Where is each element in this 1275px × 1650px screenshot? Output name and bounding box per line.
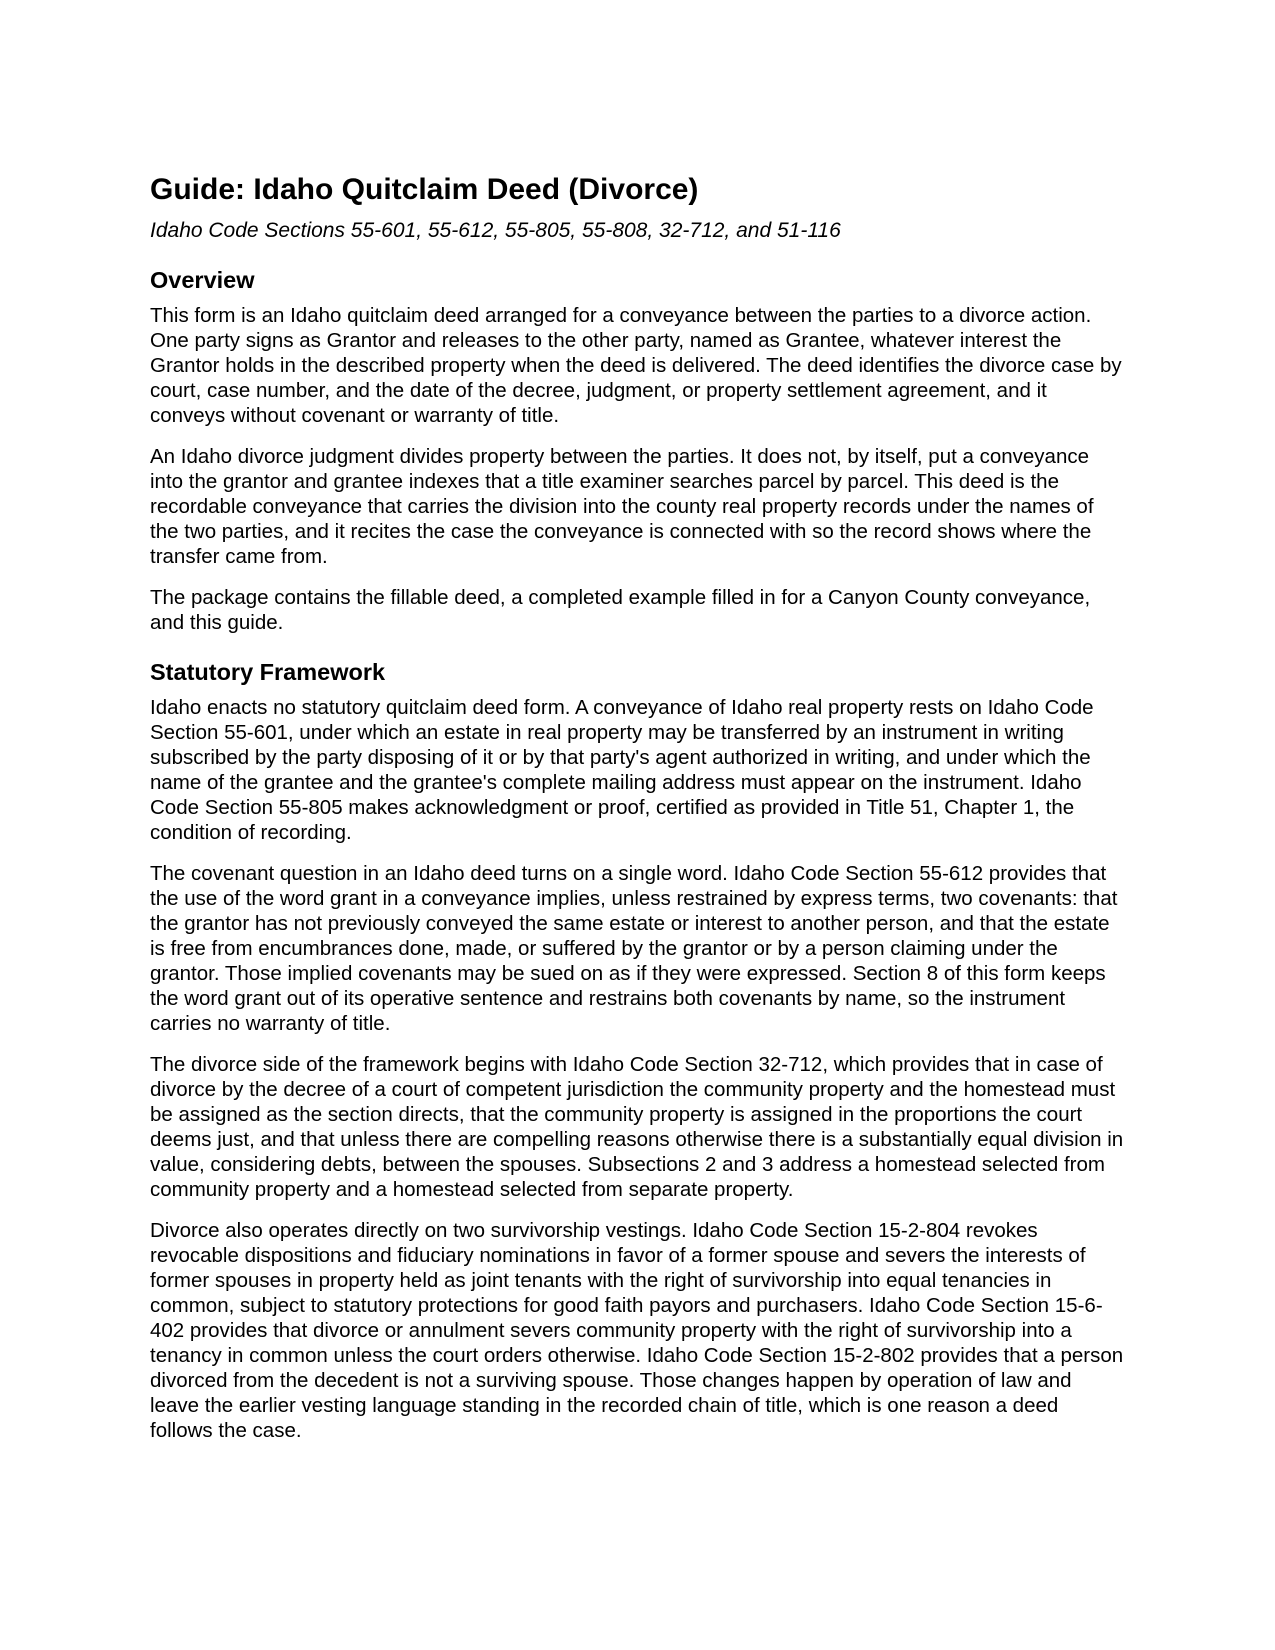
overview-paragraph: An Idaho divorce judgment divides property between the parties. It does not, by itself, put a conveyance into the grantor and grantee indexes that a title examiner searches parcel by parcel. This deed is the recordable conveyance that carries the division into the county real property records under the names of the two parties, and it recites the case the conveyance is connected with so the record shows where the transfer came from. <box>150 445 1094 568</box>
overview-paragraph: This form is an Idaho quitclaim deed arranged for a conveyance between the parties to a divorce action. One party signs as Grantor and releases to the other party, named as Grantee, whatever interest the Grantor holds in the described property when the deed is delivered. The deed identifies the divorce case by court, case number, and the date of the decree, judgment, or property settlement agreement, and it conveys without covenant or warranty of title. <box>150 304 1122 427</box>
overview-heading: Overview <box>150 267 255 293</box>
framework-paragraph: Divorce also operates directly on two survivorship vestings. Idaho Code Section 15-2-804 revokes revocable dispositions and fiduciary nominations in favor of a former spouse and severs the interests of former spouses in property held as joint tenants with the right of survivorship into equal tenancies in common, subject to statutory protections for good faith payors and purchasers. Idaho Code Section 15-6-402 provides that divorce or annulment severs community property with the right of survivorship into a tenancy in common unless the court orders otherwise. Idaho Code Section 15-2-802 provides that a person divorced from the decedent is not a surviving spouse. Those changes happen by operation of law and leave the earlier vesting language standing in the recorded chain of title, which is one reason a deed follows the case. <box>150 1219 1124 1442</box>
statutory-framework-heading: Statutory Framework <box>150 659 386 685</box>
document-page <box>150 170 1125 1443</box>
document-title: Guide: Idaho Quitclaim Deed (Divorce) <box>150 173 699 206</box>
statutory-framework-section <box>150 657 1125 1443</box>
overview-section <box>150 265 1125 635</box>
framework-paragraph: Idaho enacts no statutory quitclaim deed form. A conveyance of Idaho real property rests on Idaho Code Section 55-601, under which an estate in real property may be transferred by an instrument in writing subscribed by the party disposing of it or by that party's agent authorized in writing, and under which the name of the grantee and the grantee's complete mailing address must appear on the instrument. Idaho Code Section 55-805 makes acknowledgment or proof, certified as provided in Title 51, Chapter 1, the condition of recording. <box>150 696 1094 844</box>
overview-paragraph: The package contains the fillable deed, a completed example filled in for a Canyon County conveyance, and this guide. <box>150 586 1091 634</box>
framework-paragraph: The covenant question in an Idaho deed turns on a single word. Idaho Code Section 55-612 provides that the use of the word grant in a conveyance implies, unless restrained by express terms, two covenants: that the grantor has not previously conveyed the same estate or interest to another person, and that the estate is free from encumbrances done, made, or suffered by the grantor or by a person claiming under the grantor. Those implied covenants may be sued on as if they were expressed. Section 8 of this form keeps the word grant out of its operative sentence and restrains both covenants by name, so the instrument carries no warranty of title. <box>150 862 1118 1035</box>
framework-paragraph: The divorce side of the framework begins with Idaho Code Section 32-712, which provides that in case of divorce by the decree of a court of competent jurisdiction the community property and the homestead must be assigned as the section directs, that the community property is assigned in the proportions the court deems just, and that unless there are compelling reasons otherwise there is a substantially equal division in value, considering debts, between the spouses. Subsections 2 and 3 address a homestead selected from community property and a homestead selected from separate property. <box>150 1053 1124 1201</box>
document-subtitle: Idaho Code Sections 55-601, 55-612, 55-805, 55-808, 32-712, and 51-116 <box>150 219 841 242</box>
